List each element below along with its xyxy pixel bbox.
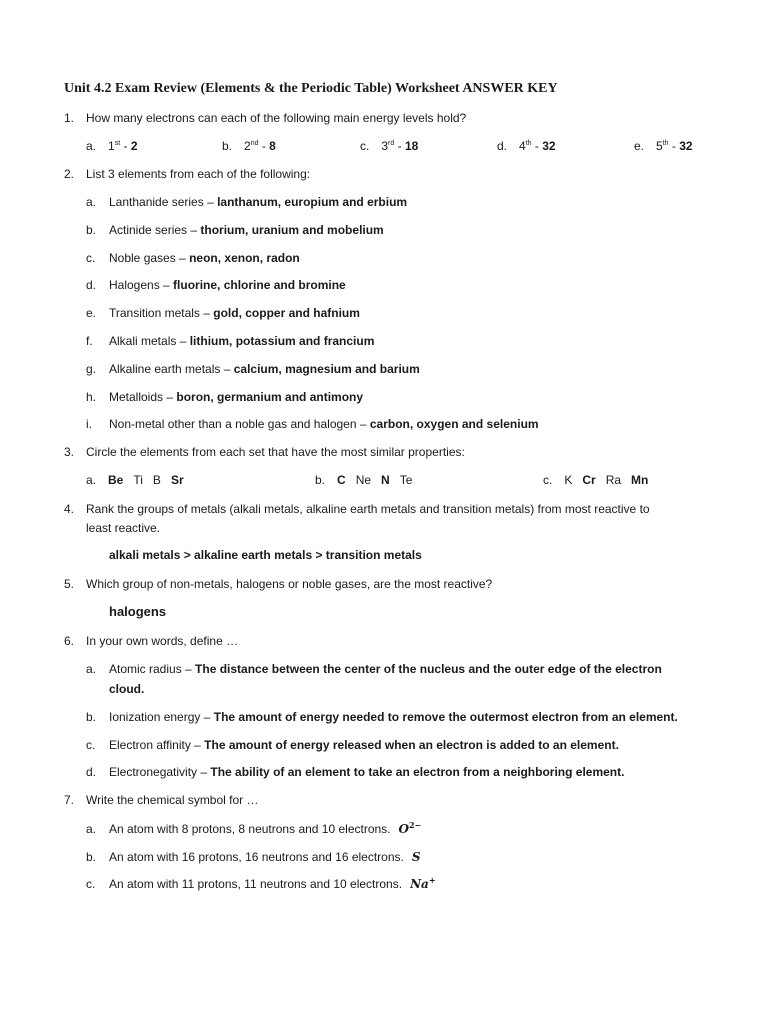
item-label: An atom with 16 protons, 16 neutrons and 16 electrons. [109, 850, 404, 864]
item-letter: a. [86, 195, 97, 209]
item-letter: d. [86, 278, 97, 292]
item-letter: h. [86, 390, 97, 404]
level-number: 5 [656, 139, 663, 153]
item-letter: b. [86, 710, 97, 724]
q3-set-c [543, 472, 648, 488]
item-label: Transition metals – [109, 306, 214, 320]
chemical-symbol [410, 877, 435, 891]
question-text-cont: least reactive. [86, 521, 161, 535]
q3-set-b [315, 472, 412, 488]
answer-text: The ability of an element to take an electron from a neighboring element. [210, 765, 625, 779]
element-symbol: Cr [582, 473, 596, 487]
separator: - [258, 139, 270, 153]
item-text [109, 194, 407, 210]
item-text [109, 764, 624, 780]
answer-text: thorium, uranium and mobelium [200, 223, 384, 237]
ion-charge: + [428, 875, 436, 885]
item-label: Non-metal other than a noble gas and halogen – [109, 417, 370, 431]
set-letter: a. [86, 473, 97, 487]
item-text [109, 305, 360, 321]
item-letter: i. [86, 417, 92, 431]
ordinal-suffix: nd [250, 140, 259, 147]
question-number: 1. [64, 111, 75, 125]
element-symbol: Ti [133, 473, 143, 487]
item-letter: a. [86, 139, 97, 153]
item-letter: f. [86, 334, 93, 348]
item-label: Noble gases – [109, 251, 190, 265]
question-text: In your own words, define … [86, 634, 239, 648]
element-symbol: Ra [605, 473, 622, 487]
symbol-letters: O [398, 822, 409, 836]
item-letter: e. [86, 306, 97, 320]
answer-text-cont: cloud. [109, 682, 145, 696]
question-number: 5. [64, 577, 75, 591]
answer-text: The distance between the center of the nucleus and the outer edge of the electron [195, 662, 662, 676]
question-number: 3. [64, 445, 75, 459]
item-text [109, 821, 421, 837]
chemical-symbol [399, 822, 422, 836]
set-letter: b. [315, 473, 326, 487]
item-letter: g. [86, 362, 97, 376]
item-letter: a. [86, 662, 97, 676]
item-label: Atomic radius – [109, 662, 196, 676]
element-symbol: Be [108, 473, 124, 487]
element-symbol: B [152, 473, 161, 487]
q1-item-a [86, 138, 138, 154]
q5-answer: halogens [109, 604, 167, 619]
answer-text: neon, xenon, radon [189, 251, 300, 265]
answer-text: fluorine, chlorine and bromine [173, 278, 346, 292]
item-text [109, 709, 678, 725]
symbol-letters: Na [410, 877, 429, 891]
item-letter: c. [86, 738, 96, 752]
item-letter: b. [222, 139, 233, 153]
answer-text: carbon, oxygen and selenium [369, 417, 539, 431]
item-letter: d. [497, 139, 508, 153]
q1-item-b [222, 138, 276, 154]
set-letter: c. [543, 473, 553, 487]
item-letter: c. [86, 877, 96, 891]
item-letter: c. [360, 139, 370, 153]
item-text [109, 333, 374, 349]
item-letter: e. [634, 139, 645, 153]
question-text: List 3 elements from each of the following: [86, 167, 311, 181]
item-text [109, 876, 436, 892]
item-letter: c. [86, 251, 96, 265]
q1-item-e [634, 138, 693, 154]
item-label: Actinide series – [109, 223, 201, 237]
ordinal-suffix: rd [388, 140, 395, 147]
worksheet-title: Unit 4.2 Exam Review (Elements & the Periodic Table) Worksheet ANSWER KEY [64, 81, 558, 96]
answer-text: 8 [269, 139, 276, 153]
item-label: Electronegativity – [109, 765, 211, 779]
question-number: 2. [64, 167, 75, 181]
item-text [109, 389, 363, 405]
separator: - [120, 139, 131, 153]
item-text [109, 250, 300, 266]
question-text: Write the chemical symbol for … [86, 793, 259, 807]
answer-text: gold, copper and hafnium [213, 306, 360, 320]
question-number: 4. [64, 502, 75, 516]
item-letter: b. [86, 850, 97, 864]
q1-item-d [497, 138, 556, 154]
separator: - [394, 139, 405, 153]
item-letter: b. [86, 223, 97, 237]
element-symbol: K [564, 473, 573, 487]
item-letter: d. [86, 765, 97, 779]
item-label: Ionization energy – [109, 710, 214, 724]
answer-text: calcium, magnesium and barium [233, 362, 420, 376]
item-label: Alkaline earth metals – [109, 362, 234, 376]
answer-text: 2 [130, 139, 138, 153]
element-symbol: N [381, 473, 390, 487]
answer-text: lithium, potassium and francium [189, 334, 375, 348]
chemical-symbol [412, 850, 421, 864]
q4-answer: alkali metals > alkaline earth metals > transition metals [109, 548, 422, 562]
question-number: 7. [64, 793, 75, 807]
item-text [109, 737, 619, 753]
question-text: How many electrons can each of the following main energy levels hold? [86, 111, 467, 125]
separator: - [531, 139, 543, 153]
item-label: Lanthanide series – [109, 195, 218, 209]
item-label: An atom with 8 protons, 8 neutrons and 10 electrons. [109, 822, 391, 836]
answer-text: 18 [404, 139, 419, 153]
ordinal-suffix: th [525, 140, 532, 147]
answer-text: The amount of energy needed to remove the outermost electron from an element. [213, 710, 678, 724]
item-text [109, 277, 346, 293]
item-label: Metalloids – [109, 390, 177, 404]
answer-text: lanthanum, europium and erbium [217, 195, 408, 209]
item-text [109, 416, 539, 432]
answer-text: 32 [679, 139, 693, 153]
element-symbol: C [337, 473, 346, 487]
ordinal-suffix: th [662, 140, 669, 147]
item-label: An atom with 11 protons, 11 neutrons and 10 electrons. [109, 877, 403, 891]
element-symbol: Ne [355, 473, 372, 487]
level-number: 4 [519, 139, 526, 153]
item-letter: a. [86, 822, 97, 836]
item-label: Alkali metals – [109, 334, 190, 348]
ion-charge: 2− [408, 820, 422, 830]
answer-text: 32 [542, 139, 556, 153]
element-symbol: Sr [170, 473, 184, 487]
question-text: Circle the elements from each set that have the most similar properties: [86, 445, 465, 459]
q1-item-c [360, 138, 418, 154]
element-symbol: Te [399, 473, 413, 487]
question-text: Rank the groups of metals (alkali metals, alkaline earth metals and transition metals) from most reactive to [86, 502, 650, 516]
level-number: 3 [381, 139, 389, 153]
question-text: Which group of non-metals, halogens or noble gases, are the most reactive? [86, 577, 493, 591]
q3-set-a [86, 472, 184, 488]
ordinal-suffix: st [114, 140, 121, 147]
level-number: 1 [108, 139, 115, 153]
item-label: Electron affinity – [109, 738, 205, 752]
element-symbol: Mn [631, 473, 649, 487]
level-number: 2 [244, 139, 251, 153]
symbol-letters: S [411, 850, 421, 864]
question-number: 6. [64, 634, 75, 648]
separator: - [668, 139, 680, 153]
item-text [109, 222, 384, 238]
answer-text: The amount of energy released when an electron is added to an element. [204, 738, 619, 752]
item-text [109, 361, 420, 377]
item-text [109, 849, 421, 865]
item-label: Halogens – [109, 278, 174, 292]
answer-text: boron, germanium and antimony [176, 390, 364, 404]
item-text [109, 661, 662, 677]
